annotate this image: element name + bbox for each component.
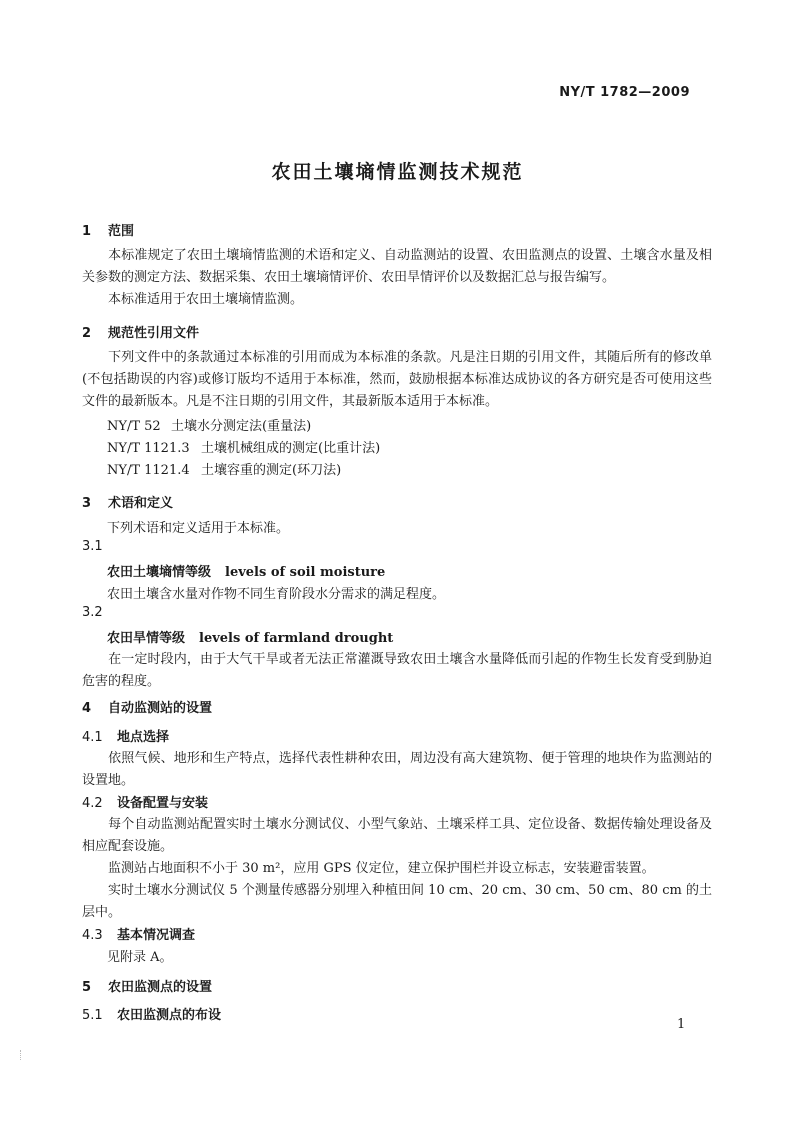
reference-item	[107, 415, 311, 434]
paragraph-text: 监测站占地面积不小于 30 m²，应用 GPS 仪定位，建立保护围栏并设立标志，安装避雷装置。	[108, 861, 655, 876]
paragraph-text: 依照气候、地形和生产特点，选择代表性耕种农田，周边没有高大建筑物、便于管理的地块作为监测站的设置地。	[82, 751, 712, 788]
section-title: 术语和定义	[108, 496, 174, 511]
subsection-number: 4.1	[82, 730, 103, 745]
section-3-heading	[82, 492, 173, 511]
subsection-title: 设备配置与安装	[117, 796, 209, 811]
section-1-heading	[82, 220, 134, 239]
section-title: 规范性引用文件	[108, 326, 200, 341]
document-title: 农田土壤墒情监测技术规范	[271, 161, 524, 183]
section-number: 4	[82, 701, 92, 716]
term-en: levels of soil moisture	[225, 565, 386, 580]
subsection-number: 4.3	[82, 928, 103, 943]
reference-item	[107, 459, 341, 478]
section-number: 2	[82, 326, 92, 341]
subsection-number: 4.2	[82, 796, 103, 811]
subsection-title: 地点选择	[117, 730, 170, 745]
section-title: 农田监测点的设置	[108, 980, 213, 995]
section-title: 范围	[108, 224, 135, 239]
reference-item	[107, 437, 380, 456]
term-cn: 农田旱情等级	[107, 631, 186, 646]
paragraph	[82, 245, 712, 289]
reference-name: 土壤容重的测定(环刀法)	[201, 463, 342, 478]
paragraph	[82, 880, 712, 924]
paragraph	[82, 748, 712, 792]
paragraph-text: 每个自动监测站配置实时土壤水分测试仪、小型气象站、土壤采样工具、定位设备、数据传输处理设备及相应配套设施。	[82, 817, 712, 854]
paragraph-text: 本标准适用于农田土壤墒情监测。	[108, 292, 304, 307]
section-number: 5	[82, 980, 92, 995]
paragraph-text: 本标准规定了农田土壤墒情监测的术语和定义、自动监测站的设置、农田监测点的设置、土壤含水量及相关参数的测定方法、数据采集、农田土壤墒情评价、农田旱情评价以及数据汇总与报告编写。	[82, 248, 712, 285]
subsection-4-2-heading	[82, 792, 208, 811]
paragraph	[82, 814, 712, 858]
reference-code: NY/T 1121.4	[107, 463, 190, 478]
reference-name: 土壤机械组成的测定(比重计法)	[201, 441, 381, 456]
scan-mark	[20, 1050, 22, 1060]
section-title: 自动监测站的设置	[108, 701, 213, 716]
paragraph-text: 实时土壤水分测试仪 5 个测量传感器分别埋入种植田间 10 cm、20 cm、30 cm、50 cm、80 cm 的土层中。	[82, 883, 712, 920]
reference-code: NY/T 1121.3	[107, 441, 190, 456]
term-heading	[107, 561, 385, 580]
paragraph: 下列术语和定义适用于本标准。	[107, 521, 290, 536]
paragraph	[82, 347, 712, 413]
paragraph-text: 在一定时段内，由于大气干旱或者无法正常灌溉导致农田土壤含水量降低而引起的作物生长发育受到胁迫危害的程度。	[82, 652, 712, 689]
section-4-heading	[82, 697, 212, 716]
term-en: levels of farmland drought	[199, 631, 394, 646]
paragraph	[82, 858, 712, 880]
page-number: 1	[677, 1017, 686, 1032]
section-number: 1	[82, 224, 92, 239]
reference-name: 土壤水分测定法(重量法)	[171, 419, 312, 434]
subsection-number: 5.1	[82, 1008, 103, 1023]
term-number: 3.1	[82, 539, 103, 554]
subsection-title: 农田监测点的布设	[117, 1008, 222, 1023]
section-5-heading	[82, 976, 212, 995]
subsection-5-1-heading	[82, 1004, 221, 1023]
term-number: 3.2	[82, 605, 103, 620]
standard-code: NY/T 1782—2009	[559, 85, 690, 100]
reference-code: NY/T 52	[107, 419, 161, 434]
subsection-4-3-heading	[82, 924, 195, 943]
term-heading	[107, 627, 393, 646]
term-definition	[82, 649, 712, 693]
paragraph	[82, 289, 712, 311]
section-2-heading	[82, 322, 199, 341]
paragraph: 见附录 A。	[107, 950, 173, 965]
paragraph-text: 下列文件中的条款通过本标准的引用而成为本标准的条款。凡是注日期的引用文件，其随后所有的修改单(不包括勘误的内容)或修订版均不适用于本标准，然而，鼓励根据本标准达成协议的各方研究是否可使用这些文件的最新版本。凡是不注日期的引用文件，其最新版本适用于本标准。	[82, 350, 712, 409]
section-number: 3	[82, 496, 92, 511]
subsection-4-1-heading	[82, 726, 169, 745]
term-definition: 农田土壤含水量对作物不同生育阶段水分需求的满足程度。	[107, 587, 446, 602]
subsection-title: 基本情况调查	[117, 928, 196, 943]
term-cn: 农田土壤墒情等级	[107, 565, 212, 580]
